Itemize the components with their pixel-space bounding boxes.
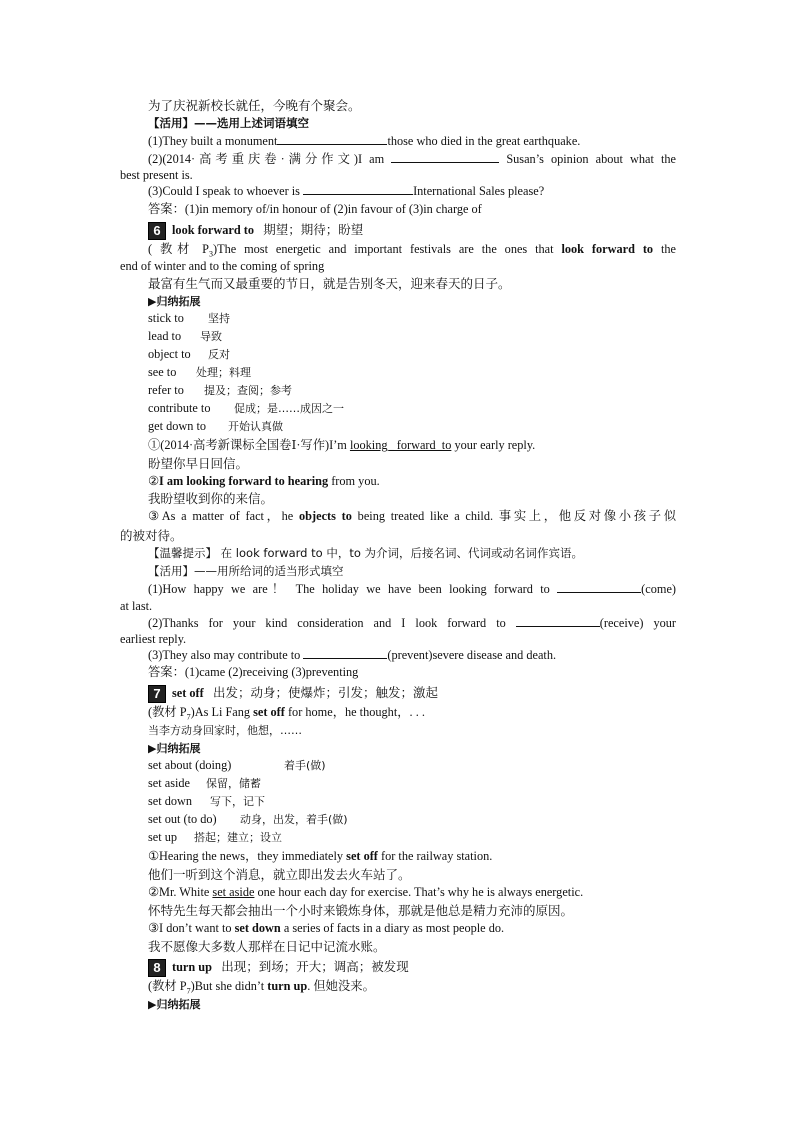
practice-heading: 【活用】——用所给词的适当形式填空 [148, 564, 344, 578]
exercise-item [148, 133, 676, 150]
example-translation: 当李方动身回家时，他想，…… [148, 724, 302, 737]
exercise-text: (3)They also may contribute to [148, 648, 301, 662]
phrase-item [148, 775, 676, 792]
phrase: set about (doing) [148, 758, 232, 772]
example-sentence [148, 508, 676, 525]
phrase-item [148, 418, 676, 435]
entry-phrase: look forward to [172, 223, 254, 237]
phrase-meaning: 写下，记下 [210, 795, 265, 808]
key-phrase: set off [253, 705, 285, 719]
sentence-text: for the railway station. [377, 849, 493, 863]
exercise-text: (2)(2014·高考重庆卷·满分作文)I am [148, 152, 385, 166]
extension-heading: ▶归纳拓展 [148, 742, 201, 755]
exercise-item [148, 615, 676, 632]
phrase-item [148, 793, 676, 810]
phrase: set aside [148, 776, 191, 790]
sentence-text: ② [148, 474, 160, 488]
example-text: . 但她没来。 [307, 979, 375, 993]
phrase: refer to [148, 383, 184, 397]
phrase-meaning: 促成；是……成因之一 [234, 402, 344, 415]
exercise-item [148, 151, 676, 168]
example-text: )As Li Fang [190, 705, 254, 719]
phrase-item [148, 382, 676, 399]
key-phrase: set aside [212, 885, 255, 899]
phrase-item [148, 364, 676, 381]
entry-number-badge: 6 [148, 222, 166, 240]
answer-blank[interactable] [303, 647, 387, 659]
phrase-item [148, 328, 676, 345]
phrase-item [148, 757, 676, 774]
phrase: set up [148, 830, 178, 844]
sentence-text: one hour each day for exercise. That’s why he is always energetic. [254, 885, 584, 899]
example-text: the [653, 242, 676, 256]
example-translation: 最富有生气而又最重要的节日，就是告别冬天，迎来春天的日子。 [148, 276, 511, 291]
phrase-item [148, 811, 676, 828]
page-subscript: 7 [186, 986, 191, 996]
entry-phrase: set off [172, 686, 204, 700]
phrase: set out (to do) [148, 812, 217, 826]
page-subscript: 7 [186, 712, 191, 722]
sentence-text: a series of facts in a diary as most people do. [280, 921, 505, 935]
example-text: )But she didn’t [190, 979, 268, 993]
sentence-translation: 我不愿像大多数人那样在日记中记流水账。 [148, 939, 386, 954]
sentence-text: ③I don’t want to [148, 921, 235, 935]
entry-number-badge: 8 [148, 959, 166, 977]
phrase: lead to [148, 329, 182, 343]
example-text: (教材 P [148, 979, 187, 993]
example-sentence [148, 437, 676, 454]
phrase-item [148, 400, 676, 417]
exercise-text: those who died in the great earthquake. [387, 134, 581, 148]
phrase-item [148, 346, 676, 363]
entry-heading [148, 683, 676, 703]
key-phrase: I am looking forward to hearing [159, 474, 329, 488]
sentence-text: being treated like a child. 事实上，他反对像小孩子似 [351, 509, 676, 523]
key-phrase: looking_ forward_to [349, 438, 452, 452]
extension-heading: ▶归纳拓展 [148, 295, 201, 308]
phrase: object to [148, 347, 191, 361]
example-continuation: end of winter and to the coming of spring [120, 259, 325, 273]
sentence-translation: 怀特先生每天都会抽出一个小时来锻炼身体，那就是他总是精力充沛的原因。 [148, 903, 574, 918]
answer-key: 答案：(1)came (2)receiving (3)preventing [148, 665, 359, 679]
extension-heading: ▶归纳拓展 [148, 998, 201, 1011]
phrase-item [148, 829, 676, 846]
example-text: ( 教材 P [148, 242, 209, 256]
phrase: get down to [148, 419, 207, 433]
key-phrase: set down [234, 921, 281, 935]
exercise-text: (2)Thanks for your kind consideration and I look forward to [148, 616, 506, 630]
phrase-meaning: 保留，储蓄 [206, 777, 261, 790]
answer-blank[interactable] [516, 615, 600, 627]
phrase-meaning: 开始认真做 [228, 420, 283, 433]
exercise-text: (1)How happy we are！ The holiday we have been looking forward to [148, 582, 550, 596]
answer-blank[interactable] [277, 133, 387, 145]
phrase-meaning: 导致 [200, 330, 222, 343]
example-sentence [148, 920, 676, 937]
key-phrase: objects to [299, 509, 352, 523]
sentence-text: from you. [328, 474, 380, 488]
sentence-text: ①(2014·高考新课标全国卷Ⅰ·写作)I’m [148, 438, 350, 452]
key-phrase: turn up [267, 979, 308, 993]
exercise-text: International Sales please? [413, 184, 545, 198]
sentence-translation: 盼望你早日回信。 [148, 456, 249, 471]
entry-number-badge: 7 [148, 685, 166, 703]
exercise-item [148, 183, 676, 200]
practice-heading: 【活用】——选用上述词语填空 [148, 116, 309, 130]
sentence-translation: 的被对待。 [120, 528, 183, 543]
exercise-text: Susan’s opinion about what the [506, 152, 677, 166]
translation-line: 为了庆祝新校长就任，今晚有个聚会。 [148, 98, 361, 113]
sentence-text: ③As a matter of fact，he [148, 509, 300, 523]
sentence-translation: 我盼望收到你的来信。 [148, 491, 274, 506]
example-sentence [148, 848, 676, 865]
example-text: (教材 P [148, 705, 187, 719]
answer-blank[interactable] [557, 581, 641, 593]
entry-meaning: 出现；到场；开大；调高；被发现 [221, 959, 409, 974]
exercise-text: (come) [641, 582, 676, 596]
page-subscript: 3 [208, 249, 213, 259]
exercise-text: (prevent)severe disease and death. [387, 648, 557, 662]
phrase-meaning: 着手(做) [284, 759, 326, 772]
exercise-text: (receive) your [599, 616, 677, 630]
entry-heading [148, 957, 676, 977]
exercise-continuation: earliest reply. [120, 632, 187, 646]
exercise-text: (1)They built a monument [148, 134, 278, 148]
answer-blank[interactable] [391, 151, 499, 163]
answer-blank[interactable] [303, 183, 413, 195]
phrase: stick to [148, 311, 184, 325]
entry-meaning: 期望；期待；盼望 [263, 222, 364, 237]
sentence-translation: 他们一听到这个消息，就立即出发去火车站了。 [148, 867, 411, 882]
exercise-item [148, 647, 676, 664]
example-text: )The most energetic and important festivals are the ones that [212, 242, 562, 256]
phrase-meaning: 坚持 [208, 312, 230, 325]
phrase-meaning: 搭起；建立；设立 [194, 831, 282, 844]
phrase-item [148, 310, 676, 327]
exercise-text: (3)Could I speak to whoever is [148, 184, 300, 198]
sentence-text: ②Mr. White [148, 885, 213, 899]
sentence-text: your early reply. [451, 438, 536, 452]
exercise-item [148, 581, 676, 598]
phrase-meaning: 反对 [208, 348, 230, 361]
phrase: see to [148, 365, 177, 379]
phrase-meaning: 动身，出发，着手(做) [240, 813, 348, 826]
entry-meaning: 出发；动身；使爆炸；引发；触发；激起 [213, 685, 439, 700]
sentence-text: ①Hearing the news，they immediately [148, 849, 347, 863]
exercise-continuation: best present is. [120, 168, 193, 182]
key-phrase: look forward to [561, 242, 654, 256]
entry-phrase: turn up [172, 960, 212, 974]
example-sentence [148, 473, 676, 490]
example-sentence [148, 884, 676, 901]
exercise-continuation: at last. [120, 599, 153, 613]
answer-key: 答案：(1)in memory of/in honour of (2)in favour of (3)in charge of [148, 202, 482, 216]
phrase: set down [148, 794, 193, 808]
phrase-meaning: 提及；查阅；参考 [204, 384, 292, 397]
example-text: for home，he thought，. . . [284, 705, 425, 719]
phrase: contribute to [148, 401, 211, 415]
phrase-meaning: 处理；料理 [196, 366, 251, 379]
entry-heading [148, 220, 676, 240]
tip-note: 【温馨提示】 在 look forward to 中，to 为介词，后接名词、代词或动名词作宾语。 [148, 546, 584, 560]
key-phrase: set off [346, 849, 378, 863]
